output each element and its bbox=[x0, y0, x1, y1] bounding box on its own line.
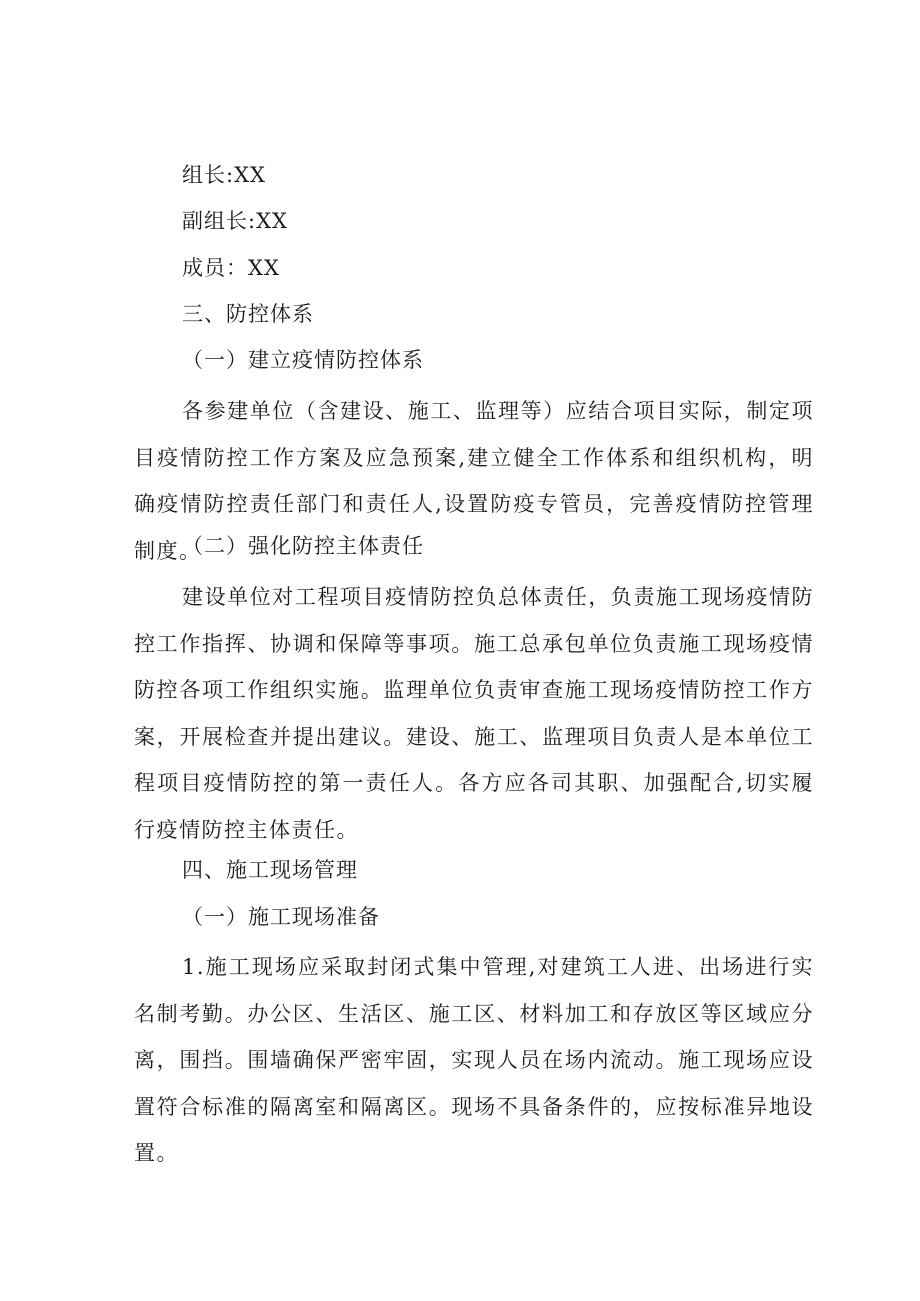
deputy-leader-line: 副组长:XX bbox=[182, 209, 288, 233]
section-3-sub-2-heading: （二）强化防控主体责任 bbox=[182, 534, 424, 558]
leader-line: 组长:XX bbox=[182, 163, 266, 187]
section-3-sub-1-paragraph: 各参建单位（含建设、施工、监理等）应结合项目实际，制定项目疫情防控工作方案及应急预案,建立健全工作体系和组织机构，明确疫情防控责任部门和责任人,设置防疫专管员，完善疫情防控管理制度。 bbox=[134, 399, 814, 563]
members-line: 成员：XX bbox=[182, 256, 280, 280]
section-3-sub-2-paragraph: 建设单位对工程项目疫情防控负总体责任，负责施工现场疫情防控工作指挥、协调和保障等事项。施工总承包单位负责施工现场疫情防控各项工作组织实施。监理单位负责审查施工现场疫情防控工作方案，开展检查并提出建议。建设、施工、监理项目负责人是本单位工程项目疫情防控的第一责任人。各方应各司其职、加强配合,切实履行疫情防控主体责任。 bbox=[134, 585, 814, 842]
section-4-sub-1-heading: （一）施工现场准备 bbox=[182, 905, 380, 929]
section-3-heading: 三、防控体系 bbox=[182, 302, 314, 326]
section-4-sub-1-item-1: 1.施工现场应采取封闭式集中管理,对建筑工人进、出场进行实名制考勤。办公区、生活区、施工区、材料加工和存放区等区域应分离，围挡。围墙确保严密牢固，实现人员在场内流动。施工现场应设置符合标准的隔离室和隔离区。现场不具备条件的，应按标准异地设置。 bbox=[134, 955, 814, 1165]
section-3-sub-1-heading: （一）建立疫情防控体系 bbox=[182, 348, 424, 372]
section-4-heading: 四、施工现场管理 bbox=[182, 858, 358, 882]
